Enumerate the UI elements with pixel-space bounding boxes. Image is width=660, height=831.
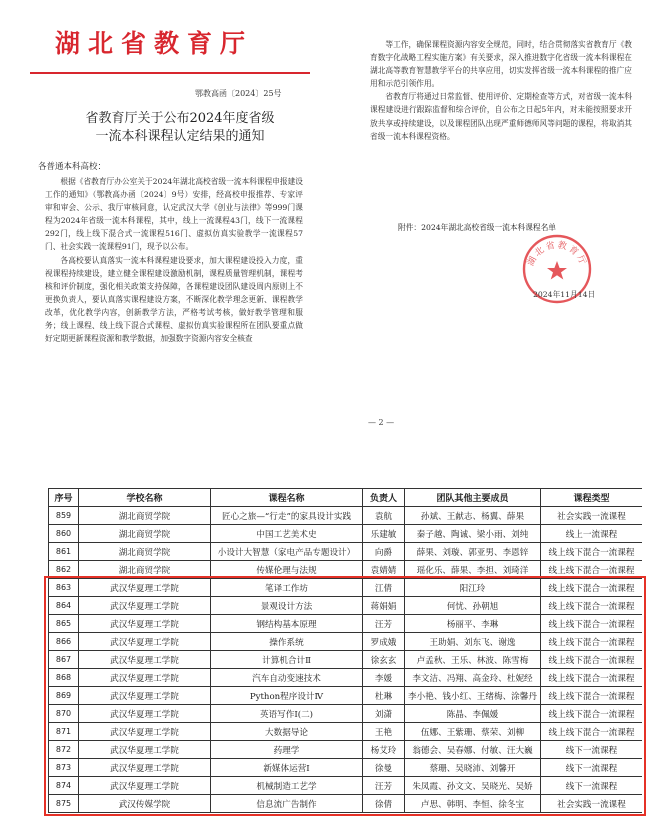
table-header-row (49, 489, 643, 507)
cell-members: 王助娟、刘东飞、谢逸 (405, 633, 541, 651)
cell-school: 武汉华夏理工学院 (79, 651, 211, 669)
cell-course: 匠心之旅—“行走”的家具设计实践 (211, 507, 363, 525)
cell-type: 线上一流课程 (541, 525, 643, 543)
cell-seq: 863 (49, 579, 79, 597)
notice-body-left (45, 175, 303, 345)
cell-lead: 蒋娟娟 (363, 597, 405, 615)
table-row (49, 669, 643, 687)
letterhead-rule (30, 72, 310, 74)
body-paragraph: 等工作，确保课程资源内容安全规范，同时，结合贯彻落实省教育厅《教育数字化战略工程实施方案》有关要求，深入推进数字化省级一流本科课程在湖北高等教育智慧教学平台的共享应用，切实发挥省级一流本科课程的推广应用和示范引领作用。 (370, 40, 632, 89)
cell-school: 武汉华夏理工学院 (79, 579, 211, 597)
cell-members: 翁德会、吴春娜、付敏、汪大巍 (405, 741, 541, 759)
header-seq: 序号 (49, 489, 79, 507)
cell-members: 李小艳、钱小红、王绪梅、涂馨丹 (405, 687, 541, 705)
cell-members: 朱凤霞、孙文文、吴晓光、吴娇 (405, 777, 541, 795)
cell-school: 武汉华夏理工学院 (79, 741, 211, 759)
cell-school: 武汉华夏理工学院 (79, 723, 211, 741)
cell-school: 湖北商贸学院 (79, 543, 211, 561)
cell-seq: 871 (49, 723, 79, 741)
cell-type: 线上线下混合一流课程 (541, 633, 643, 651)
cell-type: 线上线下混合一流课程 (541, 669, 643, 687)
cell-seq: 861 (49, 543, 79, 561)
cell-course: 操作系统 (211, 633, 363, 651)
header-type: 课程类型 (541, 489, 643, 507)
svg-text:湖北省教育厅: 湖北省教育厅 (525, 240, 589, 269)
table-row (49, 525, 643, 543)
cell-course: Python程序设计Ⅳ (211, 687, 363, 705)
cell-type: 线上线下混合一流课程 (541, 651, 643, 669)
cell-members: 秦子越、陶诚、梁小雨、刘纯 (405, 525, 541, 543)
cell-lead: 汪芳 (363, 777, 405, 795)
cell-lead: 汪芳 (363, 615, 405, 633)
cell-lead: 刘潇 (363, 705, 405, 723)
cell-seq: 862 (49, 561, 79, 579)
cell-school: 湖北商贸学院 (79, 507, 211, 525)
salutation: 各普通本科高校： (38, 162, 107, 172)
cell-course: 新媒体运营Ⅰ (211, 759, 363, 777)
table-row (49, 597, 643, 615)
table-row (49, 795, 643, 813)
cell-school: 武汉华夏理工学院 (79, 759, 211, 777)
table-row (49, 759, 643, 777)
cell-type: 线下一流课程 (541, 741, 643, 759)
cell-seq: 868 (49, 669, 79, 687)
cell-seq: 865 (49, 615, 79, 633)
cell-lead: 袁航 (363, 507, 405, 525)
cell-school: 武汉华夏理工学院 (79, 705, 211, 723)
header-members: 团队其他主要成员 (405, 489, 541, 507)
cell-type: 线上线下混合一流课程 (541, 597, 643, 615)
table-row (49, 543, 643, 561)
cell-type: 线上线下混合一流课程 (541, 615, 643, 633)
page-number: — 2 — (368, 418, 395, 427)
table-row (49, 741, 643, 759)
cell-course: 大数据导论 (211, 723, 363, 741)
cell-school: 武汉华夏理工学院 (79, 633, 211, 651)
cell-lead: 杜琳 (363, 687, 405, 705)
cell-lead: 杨艾玲 (363, 741, 405, 759)
table-row (49, 651, 643, 669)
cell-members: 卢思、韩明、李恒、徐冬宝 (405, 795, 541, 813)
cell-type: 线下一流课程 (541, 759, 643, 777)
cell-school: 湖北商贸学院 (79, 525, 211, 543)
course-list-excerpt (48, 488, 642, 831)
cell-type: 线上线下混合一流课程 (541, 723, 643, 741)
cell-members: 杨丽平、李琳 (405, 615, 541, 633)
cell-members: 卢孟秋、王乐、林波、陈雪梅 (405, 651, 541, 669)
cell-seq: 867 (49, 651, 79, 669)
cell-type: 社会实践一流课程 (541, 795, 643, 813)
cell-lead: 李媛 (363, 669, 405, 687)
cell-course: 机械制造工艺学 (211, 777, 363, 795)
cell-seq: 859 (49, 507, 79, 525)
cell-school: 武汉华夏理工学院 (79, 615, 211, 633)
cell-type: 线上线下混合一流课程 (541, 705, 643, 723)
document-number: 鄂教高函〔2024〕25号 (195, 89, 282, 98)
cell-seq: 869 (49, 687, 79, 705)
cell-seq: 860 (49, 525, 79, 543)
cell-lead: 乐建敏 (363, 525, 405, 543)
cell-school: 武汉华夏理工学院 (79, 777, 211, 795)
table-row (49, 777, 643, 795)
cell-members: 陈晶、李佩媛 (405, 705, 541, 723)
cell-lead: 罗成娥 (363, 633, 405, 651)
cell-school: 湖北商贸学院 (79, 561, 211, 579)
cell-course: 计算机合计Ⅱ (211, 651, 363, 669)
cell-seq: 872 (49, 741, 79, 759)
cell-school: 武汉华夏理工学院 (79, 669, 211, 687)
table-row (49, 579, 643, 597)
body-paragraph: 根据《省教育厅办公室关于2024年湖北高校省级一流本科课程申报建设工作的通知》（鄂教高办函〔2024〕9号）安排，经高校申报推荐、专家评审和审会、公示、我厅审核同意，认定武汉大学《创业与法律》等999门课程为2024年省级一流本科课程，其中，线上一流课程43门，线下一流课程292门，线上线下混合式一流课程516门、虚拟仿真实验教学一流课程57门、社会实践一流课程91门，现予以公布。 (45, 177, 303, 252)
table-row (49, 561, 643, 579)
cell-course: 传媒伦理与法规 (211, 561, 363, 579)
cell-members: 何忧、孙朝旭 (405, 597, 541, 615)
header-lead: 负责人 (363, 489, 405, 507)
table-row (49, 507, 643, 525)
table-row (49, 633, 643, 651)
cell-members: 蔡珊、吴晓沛、刘馨开 (405, 759, 541, 777)
cell-type: 线上线下混合一流课程 (541, 543, 643, 561)
cell-school: 武汉传媒学院 (79, 795, 211, 813)
cell-course: 中国工艺美术史 (211, 525, 363, 543)
cell-type: 线上线下混合一流课程 (541, 579, 643, 597)
cell-seq: 866 (49, 633, 79, 651)
body-paragraph: 省教育厅将通过日常监督、使用评价、定期检查等方式，对省级一流本科课程建设进行跟踪监督和综合评价，自公布之日起5年内，对未能按照要求开放共享或持续建设，以及课程团队出现严重师德师风等问题的课程，将取消其省级一流本科课程资格。 (370, 92, 632, 141)
cell-lead: 袁婧婧 (363, 561, 405, 579)
cell-type: 线上线下混合一流课程 (541, 561, 643, 579)
cell-course: 汽车自动变速技术 (211, 669, 363, 687)
cell-members: 瑶化乐、薛果、李担、刘琦洋 (405, 561, 541, 579)
cell-members: 阳江玲 (405, 579, 541, 597)
cell-lead: 徐倩 (363, 795, 405, 813)
cell-course: 钢结构基本原理 (211, 615, 363, 633)
cell-lead: 江倩 (363, 579, 405, 597)
cell-course: 笔译工作坊 (211, 579, 363, 597)
table-row (49, 687, 643, 705)
cell-lead: 徐曼 (363, 759, 405, 777)
cell-school: 武汉华夏理工学院 (79, 687, 211, 705)
cell-course: 景观设计方法 (211, 597, 363, 615)
issue-date: 2024年11月14日 (533, 290, 596, 299)
cell-seq: 873 (49, 759, 79, 777)
table-row (49, 705, 643, 723)
cell-type: 社会实践一流课程 (541, 507, 643, 525)
letterhead-title: 湖北省教育厅 (55, 29, 254, 58)
notice-title (80, 110, 280, 146)
header-school: 学校名称 (79, 489, 211, 507)
cell-course: 药理学 (211, 741, 363, 759)
cell-seq: 874 (49, 777, 79, 795)
cell-members: 孙斌、王献志、杨翼、薛果 (405, 507, 541, 525)
cell-lead: 向爵 (363, 543, 405, 561)
cell-lead: 王艳 (363, 723, 405, 741)
cell-seq: 875 (49, 795, 79, 813)
table-row (49, 615, 643, 633)
cell-type: 线上线下混合一流课程 (541, 687, 643, 705)
attachment-line: 附件：2024年湖北高校省级一流本科课程名单 (398, 223, 556, 232)
course-table (48, 488, 642, 813)
cell-course: 英语写作Ⅰ(二) (211, 705, 363, 723)
cell-seq: 870 (49, 705, 79, 723)
body-paragraph: 各高校要认真落实一流本科课程建设要求，加大课程建设投入力度，重视课程持续建设，建立健全课程建设激励机制，课程质量管理机制，课程考核和评价制度，强化相关政策支持保障，各课程建设团队建设周内原则上不更换负责人，要认真落实课程建设方案，不断深化教学理念更新、课程教学改革，优化教学内容，创新教学方法，严格考试考核，做好教学管理和服务；线上课程、线上线下混合式课程、虚拟仿真实验课程所在团队要重点做好定期更新课程资源和教学数据，加强数字资源内容安全核查 (45, 255, 303, 344)
cell-type: 线下一流课程 (541, 777, 643, 795)
table-row (49, 723, 643, 741)
cell-members: 李文洁、冯翔、高金玲、杜妮经 (405, 669, 541, 687)
cell-members: 伍娜、王紫珊、蔡荣、刘柳 (405, 723, 541, 741)
cell-seq: 864 (49, 597, 79, 615)
cell-course: 小设计大智慧（家电产品专题设计） (211, 543, 363, 561)
cell-school: 武汉华夏理工学院 (79, 597, 211, 615)
header-course: 课程名称 (211, 489, 363, 507)
notice-title-line-1: 省教育厅关于公布2024年度省级 (85, 111, 275, 126)
cell-members: 薛果、刘璇、郭亚男、李恩锌 (405, 543, 541, 561)
notice-title-line-2: 一流本科课程认定结果的通知 (95, 129, 265, 144)
cell-lead: 徐玄玄 (363, 651, 405, 669)
cell-course: 信息流广告制作 (211, 795, 363, 813)
notice-body-right (370, 38, 632, 143)
